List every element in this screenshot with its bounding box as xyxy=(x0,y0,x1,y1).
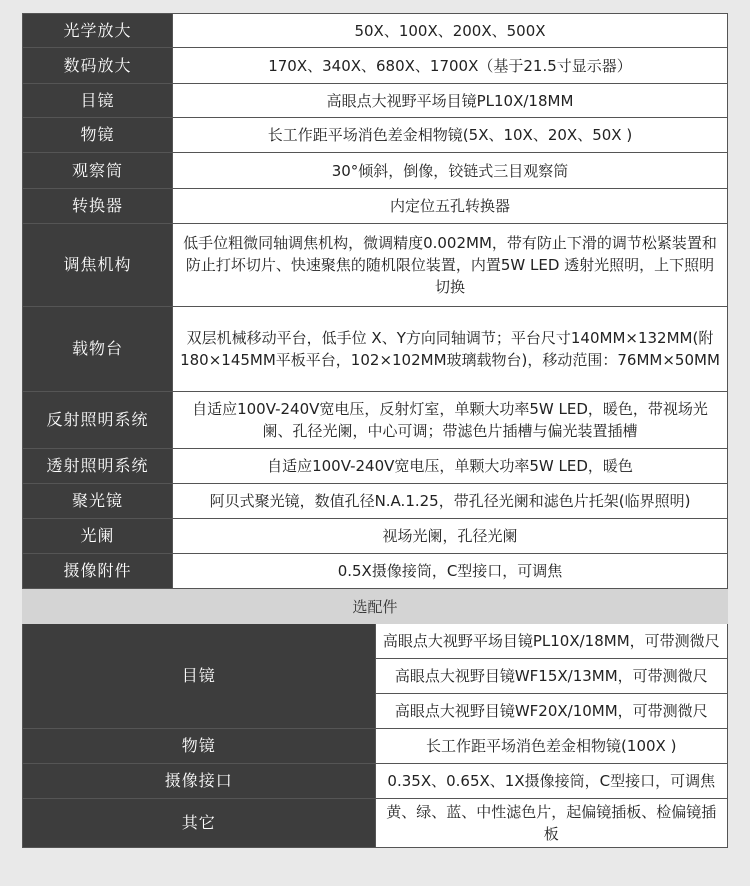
spec-value: 0.5X摄像接筒，C型接口，可调焦 xyxy=(173,554,728,589)
spec-row xyxy=(23,224,728,307)
spec-row xyxy=(23,48,728,84)
optional-row-label: 摄像接口 xyxy=(23,764,376,799)
spec-label: 调焦机构 xyxy=(23,224,173,307)
optional-row xyxy=(23,799,728,848)
spec-value: 170X、340X、680X、1700X（基于21.5寸显示器） xyxy=(173,48,728,84)
spec-row xyxy=(23,153,728,189)
spec-row xyxy=(23,189,728,224)
spec-value: 自适应100V-240V宽电压，单颗大功率5W LED，暖色 xyxy=(173,449,728,484)
spec-label: 摄像附件 xyxy=(23,554,173,589)
optional-row xyxy=(23,764,728,799)
spec-label: 光学放大 xyxy=(23,14,173,48)
optional-row-value: 黄、绿、蓝、中性滤色片，起偏镜插板、检偏镜插板 xyxy=(375,799,728,848)
spec-table xyxy=(22,13,728,589)
optional-section-header xyxy=(23,590,728,624)
spec-value: 阿贝式聚光镜，数值孔径N.A.1.25，带孔径光阑和滤色片托架(临界照明) xyxy=(173,484,728,519)
spec-label: 目镜 xyxy=(23,84,173,118)
optional-row-label: 其它 xyxy=(23,799,376,848)
spec-row xyxy=(23,554,728,589)
optional-eyepiece-value: 高眼点大视野目镜WF15X/13MM，可带测微尺 xyxy=(375,659,728,694)
optional-row xyxy=(23,729,728,764)
spec-label: 转换器 xyxy=(23,189,173,224)
spec-label: 反射照明系统 xyxy=(23,392,173,449)
spec-row xyxy=(23,14,728,48)
spec-row xyxy=(23,84,728,118)
spec-label: 物镜 xyxy=(23,118,173,153)
optional-eyepiece-label: 目镜 xyxy=(23,624,376,729)
spec-label: 数码放大 xyxy=(23,48,173,84)
spec-value: 30°倾斜，倒像，铰链式三目观察筒 xyxy=(173,153,728,189)
spec-value: 自适应100V-240V宽电压，反射灯室，单颗大功率5W LED，暖色，带视场光阑、孔径光阑，中心可调；带滤色片插槽与偏光装置插槽 xyxy=(173,392,728,449)
spec-row xyxy=(23,449,728,484)
spec-sheet xyxy=(22,13,728,848)
spec-row xyxy=(23,392,728,449)
spec-label: 观察筒 xyxy=(23,153,173,189)
spec-row xyxy=(23,307,728,392)
spec-value: 视场光阑，孔径光阑 xyxy=(173,519,728,554)
spec-label: 载物台 xyxy=(23,307,173,392)
optional-section-title: 选配件 xyxy=(23,590,728,624)
spec-value: 内定位五孔转换器 xyxy=(173,189,728,224)
spec-value: 50X、100X、200X、500X xyxy=(173,14,728,48)
optional-row-value: 0.35X、0.65X、1X摄像接筒，C型接口，可调焦 xyxy=(375,764,728,799)
spec-value: 高眼点大视野平场目镜PL10X/18MM xyxy=(173,84,728,118)
spec-label: 光阑 xyxy=(23,519,173,554)
spec-value: 低手位粗微同轴调焦机构，微调精度0.002MM，带有防止下滑的调节松紧装置和防止打坏切片、快速聚焦的随机限位装置，内置5W LED 透射光照明，上下照明切换 xyxy=(173,224,728,307)
spec-value: 双层机械移动平台，低手位 X、Y方向同轴调节；平台尺寸140MM×132MM(附180×145MM平板平台，102×102MM玻璃载物台)，移动范围：76MM×50MM xyxy=(173,307,728,392)
optional-row-label: 物镜 xyxy=(23,729,376,764)
spec-row xyxy=(23,118,728,153)
spec-label: 透射照明系统 xyxy=(23,449,173,484)
optional-eyepiece-value: 高眼点大视野目镜WF20X/10MM，可带测微尺 xyxy=(375,694,728,729)
spec-label: 聚光镜 xyxy=(23,484,173,519)
spec-value: 长工作距平场消色差金相物镜(5X、10X、20X、50X ) xyxy=(173,118,728,153)
spec-row xyxy=(23,519,728,554)
optional-eyepiece-value: 高眼点大视野平场目镜PL10X/18MM，可带测微尺 xyxy=(375,624,728,659)
spec-row xyxy=(23,484,728,519)
optional-eyepiece-row xyxy=(23,624,728,659)
optional-accessories-table xyxy=(22,589,728,848)
optional-row-value: 长工作距平场消色差金相物镜(100X ) xyxy=(375,729,728,764)
